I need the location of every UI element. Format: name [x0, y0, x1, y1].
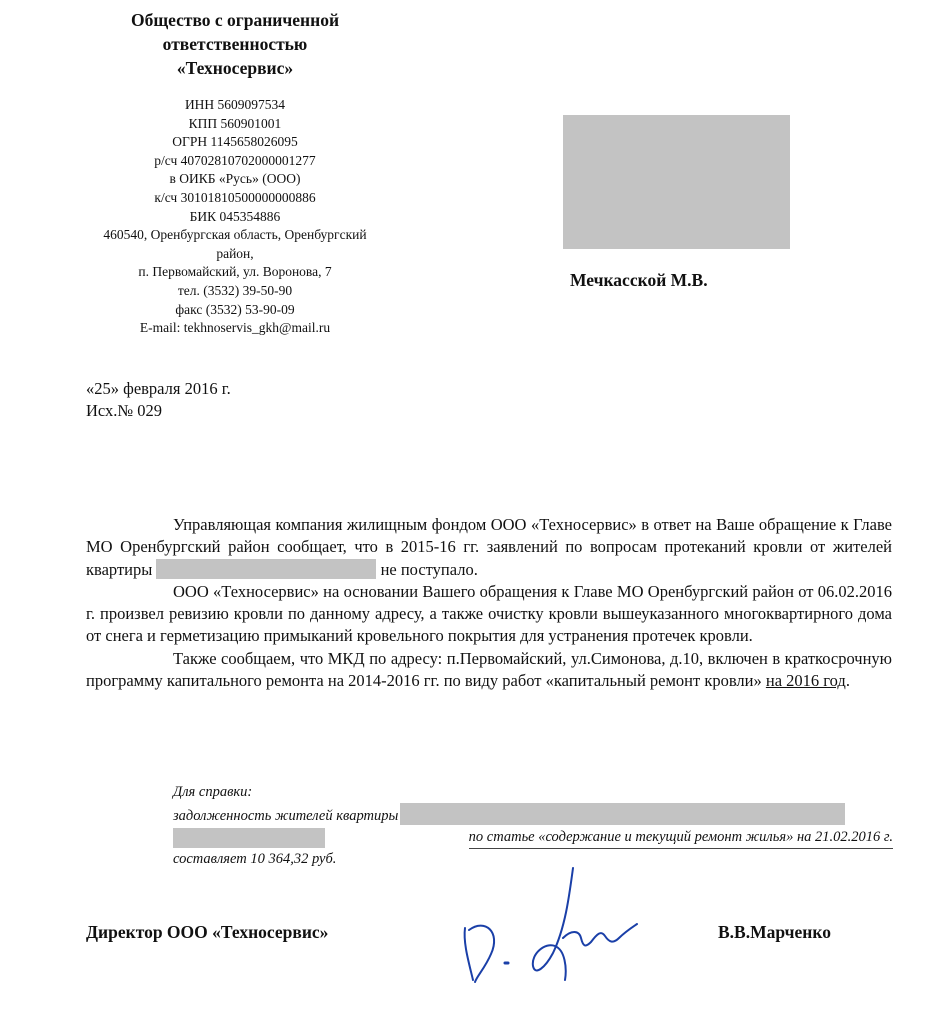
- body-paragraph-3-end: .: [845, 671, 850, 691]
- recipient-address-redaction: [563, 115, 790, 249]
- company-requisites: [70, 96, 400, 338]
- body-paragraph-3: [86, 648, 892, 693]
- director-position: Директор ООО «Техносервис»: [86, 922, 329, 942]
- company-name: [95, 8, 375, 80]
- company-name-line: ответственностью: [162, 34, 308, 54]
- letter-date: «25» февраля 2016 г.: [86, 379, 231, 398]
- requisite-account: р/сч 40702810702000001277: [154, 152, 316, 168]
- requisite-bik: БИК 045354886: [189, 208, 281, 224]
- company-name-line: Общество с ограниченной: [130, 10, 340, 30]
- body-paragraph-1: [86, 514, 892, 581]
- reference-debt-line: [173, 803, 893, 827]
- requisite-bank: в ОИКБ «Русь» (ООО): [169, 171, 301, 187]
- requisite-email: E-mail: tekhnoservis_gkh@mail.ru: [139, 320, 331, 336]
- apartment-redaction: [156, 559, 376, 579]
- signature-drawing: [455, 858, 655, 998]
- resident-redaction-ref: [173, 828, 325, 848]
- body-paragraph-3-underlined: на 2016 год: [765, 671, 846, 691]
- body-paragraph-1-end: не поступало.: [376, 559, 478, 579]
- requisite-inn: ИНН 5609097534: [184, 97, 286, 112]
- requisite-kpp: КПП 560901001: [188, 115, 282, 131]
- requisite-ogrn: ОГРН 1145658026095: [172, 134, 298, 150]
- reference-article-line: [173, 827, 893, 849]
- reference-amount: составляет 10 364,32 руб.: [173, 851, 337, 867]
- requisite-address-1: 460540, Оренбургская область, Оренбургский: [103, 227, 367, 243]
- handwritten-signature: [455, 858, 655, 1003]
- recipient-name: Мечкасской М.В.: [570, 270, 708, 290]
- requisite-address-3: п. Первомайский, ул. Воронова, 7: [138, 264, 332, 280]
- reference-heading: Для справки:: [173, 784, 253, 800]
- reference-note: [173, 782, 893, 870]
- reference-debt-prefix: задолженность жителей квартиры: [173, 808, 399, 824]
- requisite-phone: тел. (3532) 39-50-90: [177, 282, 293, 298]
- requisite-address-2: район,: [216, 245, 254, 261]
- outgoing-number: Исх.№ 029: [86, 401, 163, 420]
- body-paragraph-3-text: Также сообщаем, что МКД по адресу: п.Первомайский, ул.Симонова, д.10, включен в краткосрочную программу капитального ремонта на 2014-2016 гг. по виду работ «капитальный ремонт кровли»: [86, 648, 892, 691]
- company-name-line: «Техносервис»: [176, 58, 294, 78]
- requisite-fax: факс (3532) 53-90-09: [175, 301, 295, 317]
- apartment-redaction-ref: [400, 803, 845, 825]
- body-paragraph-2: ООО «Техносервис» на основании Вашего обращения к Главе МО Оренбургский район от 06.02.2016 г. произвел ревизию кровли по данному адресу, а также очистку кровли вышеуказанного многоквартирного дома от снега и герметизацию примыканий кровельного покрытия для устранения протечек кровли.: [86, 581, 892, 646]
- letter-body: [86, 514, 892, 692]
- requisite-corr-account: к/сч 30101810500000000886: [154, 189, 316, 205]
- body-paragraph-1-text: Управляющая компания жилищным фондом ООО «Техносервис» в ответ на Ваше обращение к Главе МО Оренбургский район сообщает, что в 2015-16 гг. заявлений по вопросам протеканий кровли от жителей квартиры: [86, 515, 892, 579]
- reference-article-text: по статье «содержание и текущий ремонт жилья» на 21.02.2016 г.: [469, 827, 893, 849]
- signer-name: В.В.Марченко: [718, 922, 831, 942]
